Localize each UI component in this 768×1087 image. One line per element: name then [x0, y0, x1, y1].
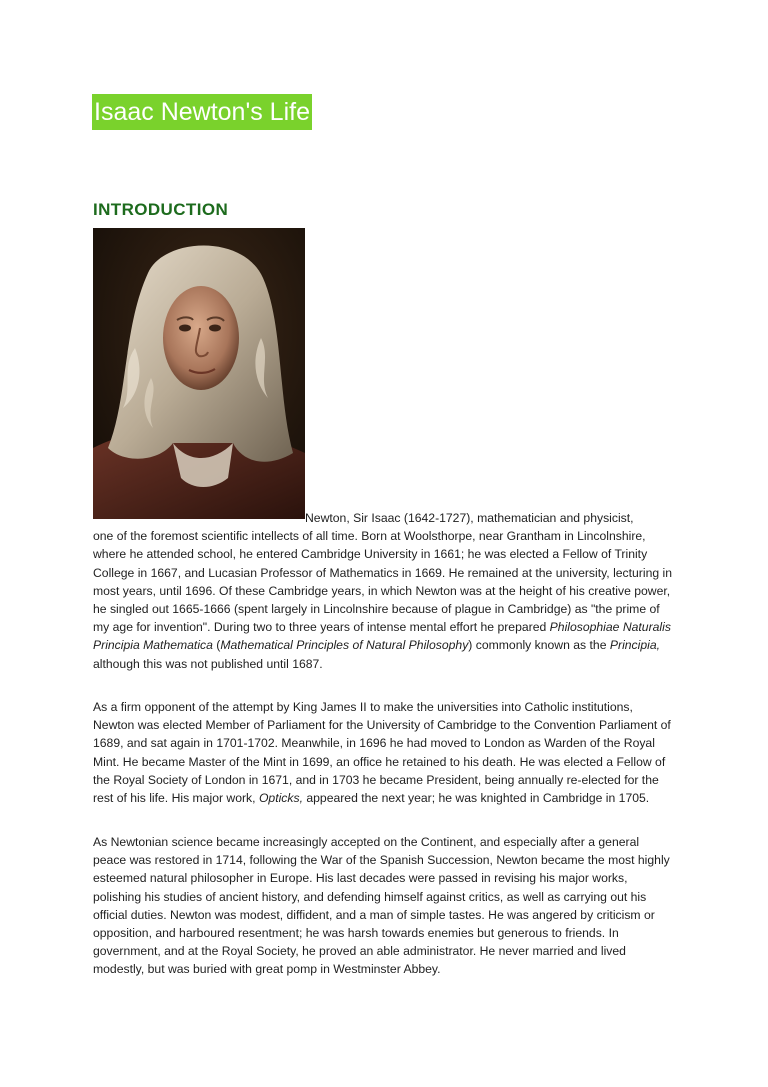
document-title: Isaac Newton's Life — [92, 94, 312, 130]
paragraph-2-text: As a firm opponent of the attempt by King James II to make the universities into Catholic institutions, Newton was elected Member of Parliament for the University of Cambridge to the Convention Parliament of 1689, and sat again in 1701-1702. Meanwhile, in 1696 he had moved to London as Warden of the Royal Mint. He became Master of the Mint in 1699, an office he retained to his death. He was elected a Fellow of the Royal Society of London in 1671, and in 1703 he became President, being annually re-elected for the rest of his life. His major work, — [93, 700, 671, 806]
paragraph-1-text: one of the foremost scientific intellects of all time. Born at Woolsthorpe, near Grantham in Lincolnshire, where he attended school, he entered Cambridge University in 1661; he was elected a Fellow of Trinity College in 1667, and Lucasian Professor of Mathematics in 1669. He remained at the university, lecturing in most years, until 1696. Of these Cambridge years, in which Newton was at the height of his creative power, he singled out 1665-1666 (spent largely in Lincolnshire because of plague in Cambridge) as "the prime of my age for invention". During two to three years of intense mental effort he prepared — [93, 529, 673, 635]
newton-portrait-image — [93, 228, 305, 519]
opticks-title: Opticks, — [258, 791, 303, 806]
principia-english-title: Mathematical Principles of Natural Philosophy — [220, 638, 469, 653]
paragraph-1-lead: Newton, Sir Isaac (1642-1727), mathematician and physicist, — [305, 511, 634, 525]
paragraph-3-text: As Newtonian science became increasingly accepted on the Continent, and especially after a general peace was restored in 1714, following the War of the Spanish Succession, Newton became the most highly esteemed natural philosopher in Europe. His last decades were passed in revising his major works, polishing his studies of ancient history, and defending himself against critics, as well as carrying out his official duties. Newton was modest, diffident, and a man of simple tastes. He was angered by criticism or opposition, and harboured resentment; he was harsh towards enemies but generous to friends. In government, and at the Royal Society, he proved an able administrator. He never married and lived modestly, but was buried with great pomp in Westminster Abbey. — [93, 835, 670, 977]
intro-paragraph-1 — [93, 509, 675, 673]
section-heading: INTRODUCTION — [93, 200, 229, 219]
principia-latin-title: Philosophiae Naturalis Principia Mathematica — [93, 620, 671, 653]
principia-short-title: Principia, — [609, 638, 660, 653]
intro-paragraph-2 — [93, 698, 675, 807]
paragraph-1-text-d: although this was not published until 1687. — [93, 656, 323, 671]
intro-paragraph-3 — [93, 833, 675, 979]
paragraph-1-text-c: ) commonly known as the — [468, 638, 610, 653]
paragraph-2-text-b: appeared the next year; he was knighted in Cambridge in 1705. — [302, 791, 650, 806]
paragraph-1-text-b: ( — [212, 638, 221, 653]
